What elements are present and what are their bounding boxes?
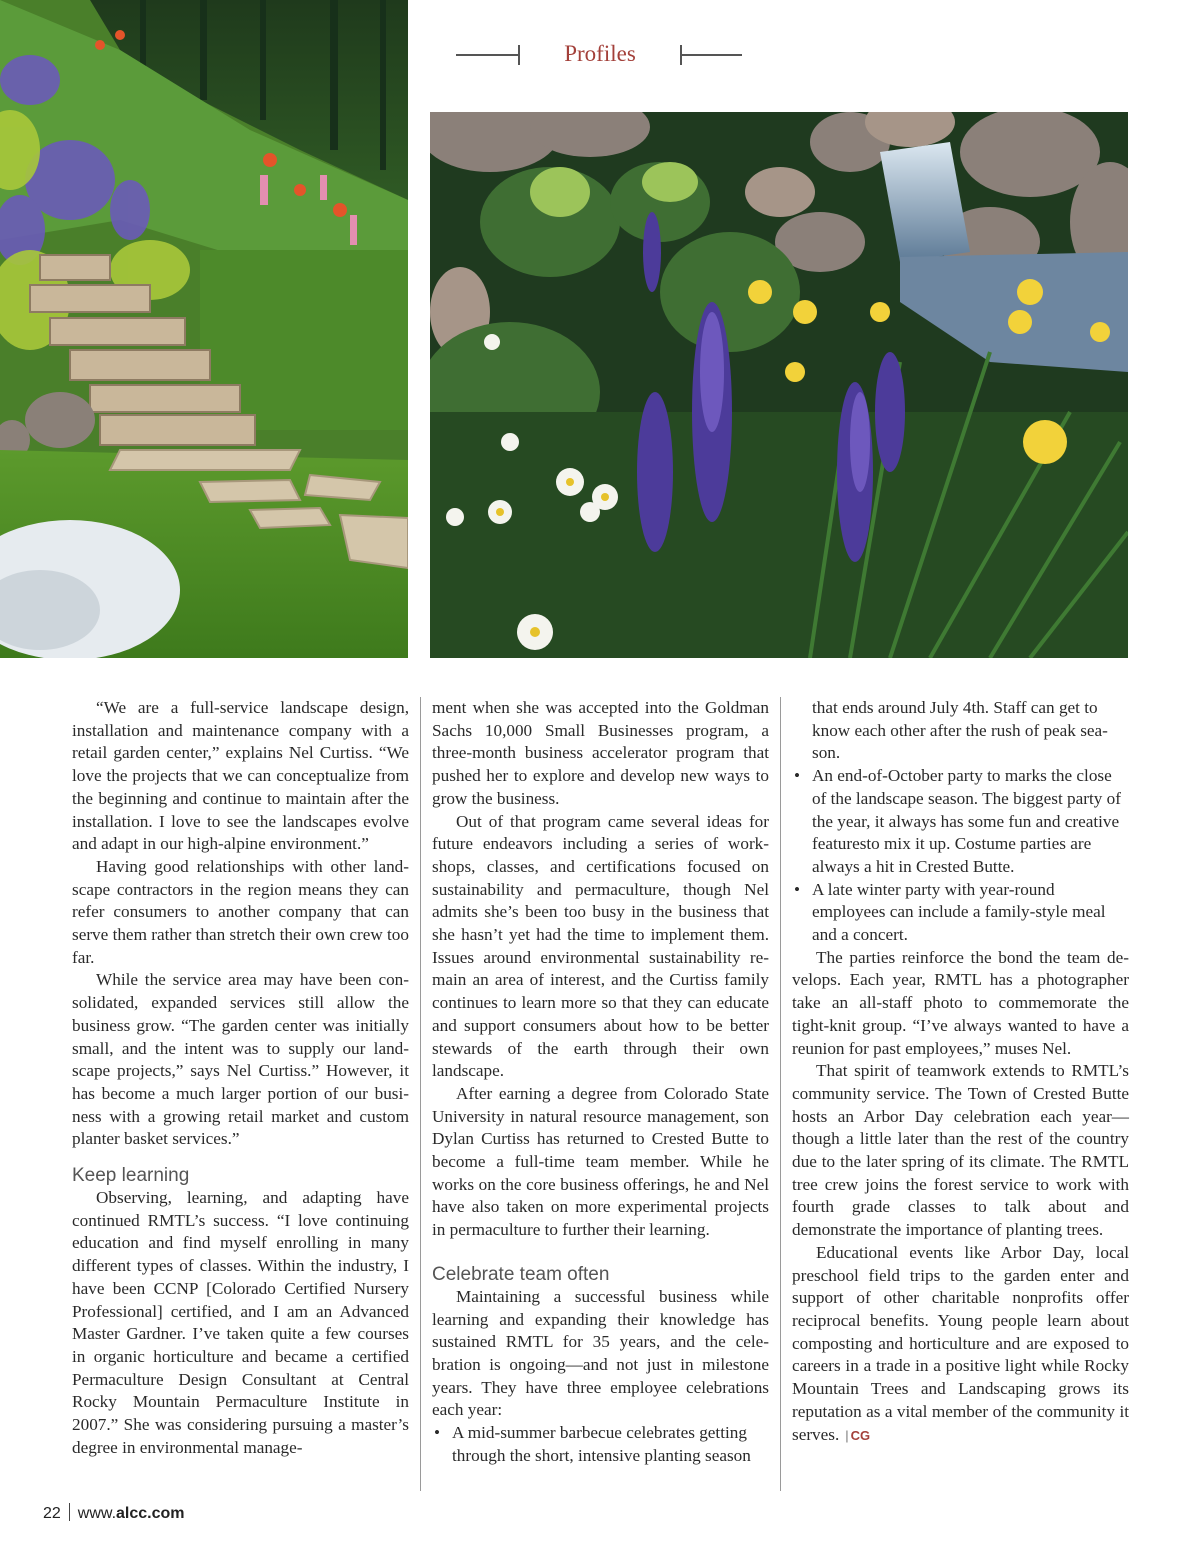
waterfall-lupine-photo-icon — [430, 112, 1128, 658]
list-item-continued — [792, 697, 1129, 765]
section-label: Profiles — [564, 41, 636, 66]
section-heading-celebrate-team: Celebrate team often — [432, 1263, 610, 1285]
paragraph: That spirit of teamwork extends to RMTL’s community service. The Town of Crested Butte hosts an Arbor Day celebration each year—though a little later than the rest of the country due to the later spring of its climate. The RMTL tree crew joins the forest service to work with fourth grade classes to talk about and demonstrate the importance of planting trees. — [792, 1061, 1129, 1240]
bullet-icon: • — [794, 879, 801, 899]
paragraph: Out of that program came several ideas for future endeavors including a series of workshops, classes, and certifications focused on sustainability and permaculture, though Nel admits she’s been too busy in the business that she hasn’t yet had the time to implement them. Issues around environmental sustainability remain an area of interest, and the Curtiss family continues to learn more so that they can educate and support consumers about how to be better stewards of the earth through their own landscape. — [432, 811, 769, 1081]
column-rule — [780, 697, 781, 1491]
list-item-text: A mid-summer barbecue celebrates getting through the short, intensive planting season — [452, 1423, 751, 1465]
list-item — [432, 1422, 769, 1467]
celebration-list — [432, 1422, 769, 1467]
header-rule-right — [680, 54, 742, 56]
paragraph: Maintaining a successful business while learning and expanding their knowledge has sustained RMTL for 35 years, and the celebration is ongoing—and not just in milestone years. They have three employee celebrations each year: — [432, 1286, 769, 1420]
paragraph-final — [792, 1242, 1129, 1447]
header-tick-left — [518, 45, 520, 65]
paragraph-continued: ment when she was accepted into the Goldman Sachs 10,000 Small Businesses program, a three-month business accelerator program that pushed her to explore and develop new ways to grow the business. — [432, 698, 769, 808]
column-rule — [420, 697, 421, 1491]
paragraph-text: Educational events like Arbor Day, local preschool field trips to the garden enter and support of other charitable nonprofits offer reciprocal benefits. Young people learn about composting and horticulture and are exposed to careers in a trade in a positive light while Rocky Mountain Trees and Landscaping grows its reputation as a vital member of the community it serves. — [792, 1242, 1129, 1444]
paragraph: “We are a full-service landscape design, installation and maintenance company with a retail garden center,” explains Nel Curtiss. “We love the projects that we can conceptualize from the beginning and continue to maintain after the installation. I love to see the landscapes evolve and adapt in our high-alpine environment.” — [72, 698, 409, 854]
page-footer — [43, 1503, 185, 1525]
paragraph: Having good relationships with other landscape contractors in the region means they can refer consumers to another company that can serve them rather than stretch their own crew too far. — [72, 856, 409, 967]
paragraph: While the service area may have been consolidated, expanded services still allow the business grow. “The garden center was initially small, and the intent was to supply our landscape projects,” says Nel Curtiss.” However, it has become a much larger portion of our business with a growing retail market and custom planter basket services.” — [72, 970, 409, 1149]
paragraph: The parties reinforce the bond the team develops. Each year, RMTL has a photographer take an all-staff photo to commemorate the tight-knit group. “I’ve always wanted to have a reunion for past employees,” muses Nel. — [792, 947, 1129, 1058]
end-mark: | CG — [845, 1427, 871, 1443]
list-item — [792, 765, 1129, 879]
bullet-icon: • — [794, 766, 801, 786]
bullet-icon: • — [434, 1423, 441, 1443]
article-column-1 — [72, 697, 409, 1460]
list-item-text: that ends around July 4th. Staff can get to know each other after the rush of peak season. — [812, 698, 1108, 763]
list-item-text: A late winter party with year-round employees can include a family-style meal and a concert. — [812, 879, 1106, 945]
footer-separator — [69, 1503, 70, 1521]
paragraph: After earning a degree from Colorado State University in natural resource management, son Dylan Curtiss has returned to Crested Butte to become a full-time team member. While he works on the core business offerings, he and Nel have also taken on more experimental projects in permaculture to further their learning. — [432, 1083, 769, 1240]
waterfall-lupine-photo — [430, 112, 1128, 658]
paragraph: Observing, learning, and adapting have continued RMTL’s success. “I love continuing education and find myself enrolling in many different types of classes. Within the industry, I have been CCNP [Colorado Certified Nursery Professional] certified, and I am an Advanced Master Gardner. I’ve taken quite a few courses in organic horticulture and became a certified Permaculture Design Consultant at Central Rocky Mountain Permaculture Institute in 2007.” She was considering pursuing a master’s degree in environmental manage- — [72, 1188, 409, 1457]
garden-stairs-photo — [0, 0, 408, 658]
footer-url-prefix: www. — [77, 1505, 117, 1522]
footer-url-domain: alcc.com — [116, 1505, 185, 1522]
article-column-3 — [792, 697, 1129, 1447]
end-mark-label: CG — [850, 1427, 871, 1443]
section-heading-keep-learning: Keep learning — [72, 1165, 190, 1187]
article-column-2 — [432, 697, 769, 1468]
list-item — [792, 879, 1129, 947]
list-item-text: An end-of-October party to marks the close of the landscape season. The biggest party of the year, it always has some fun and creative featuresto mix it up. Costume parties are always a hit in Crested Butte. — [812, 766, 1121, 876]
garden-stairs-photo-icon — [0, 0, 408, 658]
page-number: 22 — [43, 1505, 61, 1522]
celebration-list-continued — [792, 697, 1129, 947]
header-rule-left — [456, 54, 518, 56]
section-header — [456, 38, 746, 72]
